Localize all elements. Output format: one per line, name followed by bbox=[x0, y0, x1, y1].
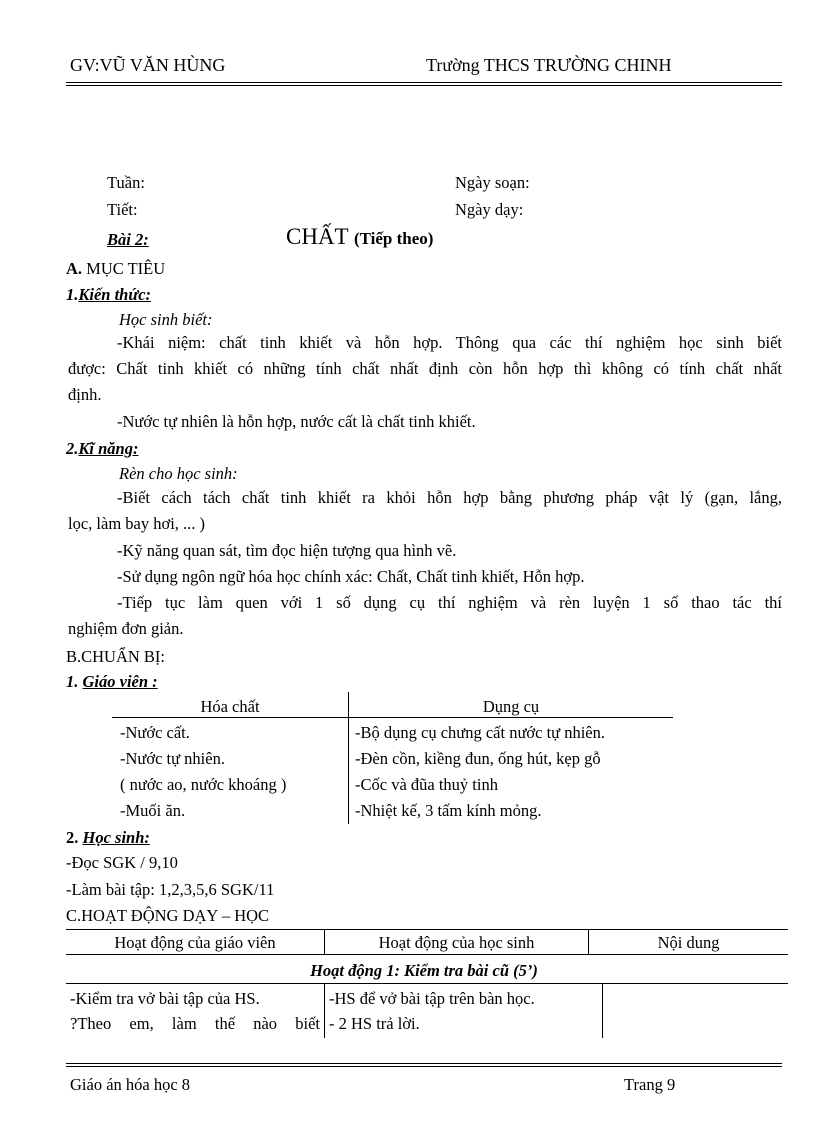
prep-tool-1: -Bộ dụng cụ chưng cất nước tự nhiên. bbox=[355, 723, 605, 742]
prep-table-header-rule bbox=[112, 717, 673, 718]
header-rule-2 bbox=[66, 85, 782, 86]
footer-left: Giáo án hóa học 8 bbox=[70, 1075, 191, 1094]
activity-table-row1-bottom bbox=[66, 983, 788, 984]
footer-rule-2 bbox=[66, 1066, 782, 1067]
section-b-title: B.CHUẨN BỊ: bbox=[66, 647, 166, 666]
header-teacher: GV:VŨ VĂN HÙNG bbox=[70, 55, 226, 75]
activity-table-header-bottom bbox=[66, 954, 788, 955]
student-activity-line-1: -HS để vở bài tập trên bàn học. bbox=[329, 989, 535, 1008]
activity-table-col-divider-2b bbox=[602, 983, 603, 1038]
col-teacher-header: Hoạt động của giáo viên bbox=[114, 933, 276, 952]
footer-rule bbox=[66, 1063, 782, 1064]
knowledge-heading bbox=[66, 285, 151, 305]
section-a-heading bbox=[66, 259, 165, 279]
period-label: Tiết: bbox=[107, 200, 138, 219]
date-prepared-label: Ngày soạn: bbox=[455, 173, 530, 192]
student-prep-line-2: -Làm bài tập: 1,2,3,5,6 SGK/11 bbox=[66, 880, 275, 899]
student-prep-line-1: -Đọc SGK / 9,10 bbox=[66, 853, 178, 872]
prep-tool-4: -Nhiệt kế, 3 tấm kính mỏng. bbox=[355, 801, 542, 820]
skills-intro: Rèn cho học sinh: bbox=[119, 464, 238, 483]
knowledge-line-2: được: Chất tinh khiết có những tính chất nhất định còn hỗn hợp thì không có tính chất nhất bbox=[68, 359, 782, 378]
skills-line-5: -Tiếp tục làm quen với 1 số dụng cụ thí nghiệm và rèn luyện 1 số thao tác thí bbox=[117, 593, 782, 612]
teacher-activity-line-2: ?Theo em, làm thế nào biết bbox=[70, 1014, 320, 1033]
prep-chem-1: -Nước cất. bbox=[120, 723, 190, 742]
section-a-title: MỤC TIÊU bbox=[86, 259, 166, 278]
knowledge-title: Kiến thức: bbox=[78, 285, 152, 304]
header-rule bbox=[66, 82, 782, 83]
teacher-prep-num: 1. bbox=[66, 672, 79, 691]
footer-page-number: Trang 9 bbox=[624, 1075, 676, 1094]
knowledge-line-1: -Khái niệm: chất tinh khiết và hỗn hợp. Thông qua các thí nghiệm học sinh biết bbox=[117, 333, 782, 352]
prep-tool-3: -Cốc và đũa thuỷ tinh bbox=[355, 775, 498, 794]
student-prep-heading bbox=[66, 828, 150, 848]
lesson-title bbox=[286, 224, 433, 250]
knowledge-intro: Học sinh biết: bbox=[119, 310, 213, 329]
activity-1-title: Hoạt động 1: Kiểm tra bài cũ (5’) bbox=[310, 961, 538, 980]
knowledge-line-4: -Nước tự nhiên là hỗn hợp, nước cất là chất tinh khiết. bbox=[117, 412, 476, 431]
date-taught-label: Ngày dạy: bbox=[455, 200, 524, 219]
skills-title: Kĩ năng: bbox=[78, 439, 139, 458]
skills-line-2: lọc, làm bay hơi, ... ) bbox=[68, 514, 206, 533]
teacher-prep-heading bbox=[66, 672, 158, 692]
header-school: Trường THCS TRƯỜNG CHINH bbox=[426, 55, 672, 75]
activity-table-top bbox=[66, 929, 788, 930]
col-content-header: Nội dung bbox=[657, 933, 720, 952]
prep-chem-3: ( nước ao, nước khoáng ) bbox=[120, 775, 287, 794]
skills-heading bbox=[66, 439, 138, 459]
skills-line-1: -Biết cách tách chất tinh khiết ra khỏi hỗn hợp bằng phương pháp vật lý (gạn, lắng, bbox=[117, 488, 782, 507]
lesson-number: Bài 2: bbox=[107, 230, 149, 249]
col-student-header: Hoạt động của học sinh bbox=[378, 933, 535, 952]
knowledge-line-3: định. bbox=[68, 385, 102, 404]
skills-line-4: -Sử dụng ngôn ngữ hóa học chính xác: Chất, Chất tinh khiết, Hỗn hợp. bbox=[117, 567, 585, 586]
skills-line-6: nghiệm đơn giản. bbox=[68, 619, 184, 638]
student-prep-title: Học sinh: bbox=[82, 828, 150, 847]
activity-table-col-divider-1b bbox=[324, 983, 325, 1038]
skills-num: 2. bbox=[66, 439, 79, 458]
teacher-prep-title: Giáo viên : bbox=[82, 672, 158, 691]
lesson-title-main: CHẤT bbox=[286, 224, 349, 249]
prep-tool-2: -Đèn cồn, kiềng đun, ống hút, kẹp gỗ bbox=[355, 749, 601, 768]
student-prep-num: 2. bbox=[66, 828, 79, 847]
week-label: Tuần: bbox=[107, 173, 145, 192]
lesson-title-suffix: (Tiếp theo) bbox=[353, 229, 434, 248]
prep-chem-2: -Nước tự nhiên. bbox=[120, 749, 225, 768]
teacher-activity-line-1: -Kiểm tra vở bài tập của HS. bbox=[70, 989, 260, 1008]
student-activity-line-2: - 2 HS trả lời. bbox=[329, 1014, 420, 1033]
knowledge-num: 1. bbox=[66, 285, 79, 304]
skills-line-3: -Kỹ năng quan sát, tìm đọc hiện tượng qua hình vẽ. bbox=[117, 541, 457, 560]
section-a-label: A. bbox=[66, 259, 83, 278]
prep-col-chem-header: Hóa chất bbox=[200, 697, 260, 716]
section-c-title: C.HOẠT ĐỘNG DẠY – HỌC bbox=[66, 906, 270, 925]
prep-col-tool-header: Dụng cụ bbox=[482, 697, 540, 716]
prep-chem-4: -Muối ăn. bbox=[120, 801, 186, 820]
